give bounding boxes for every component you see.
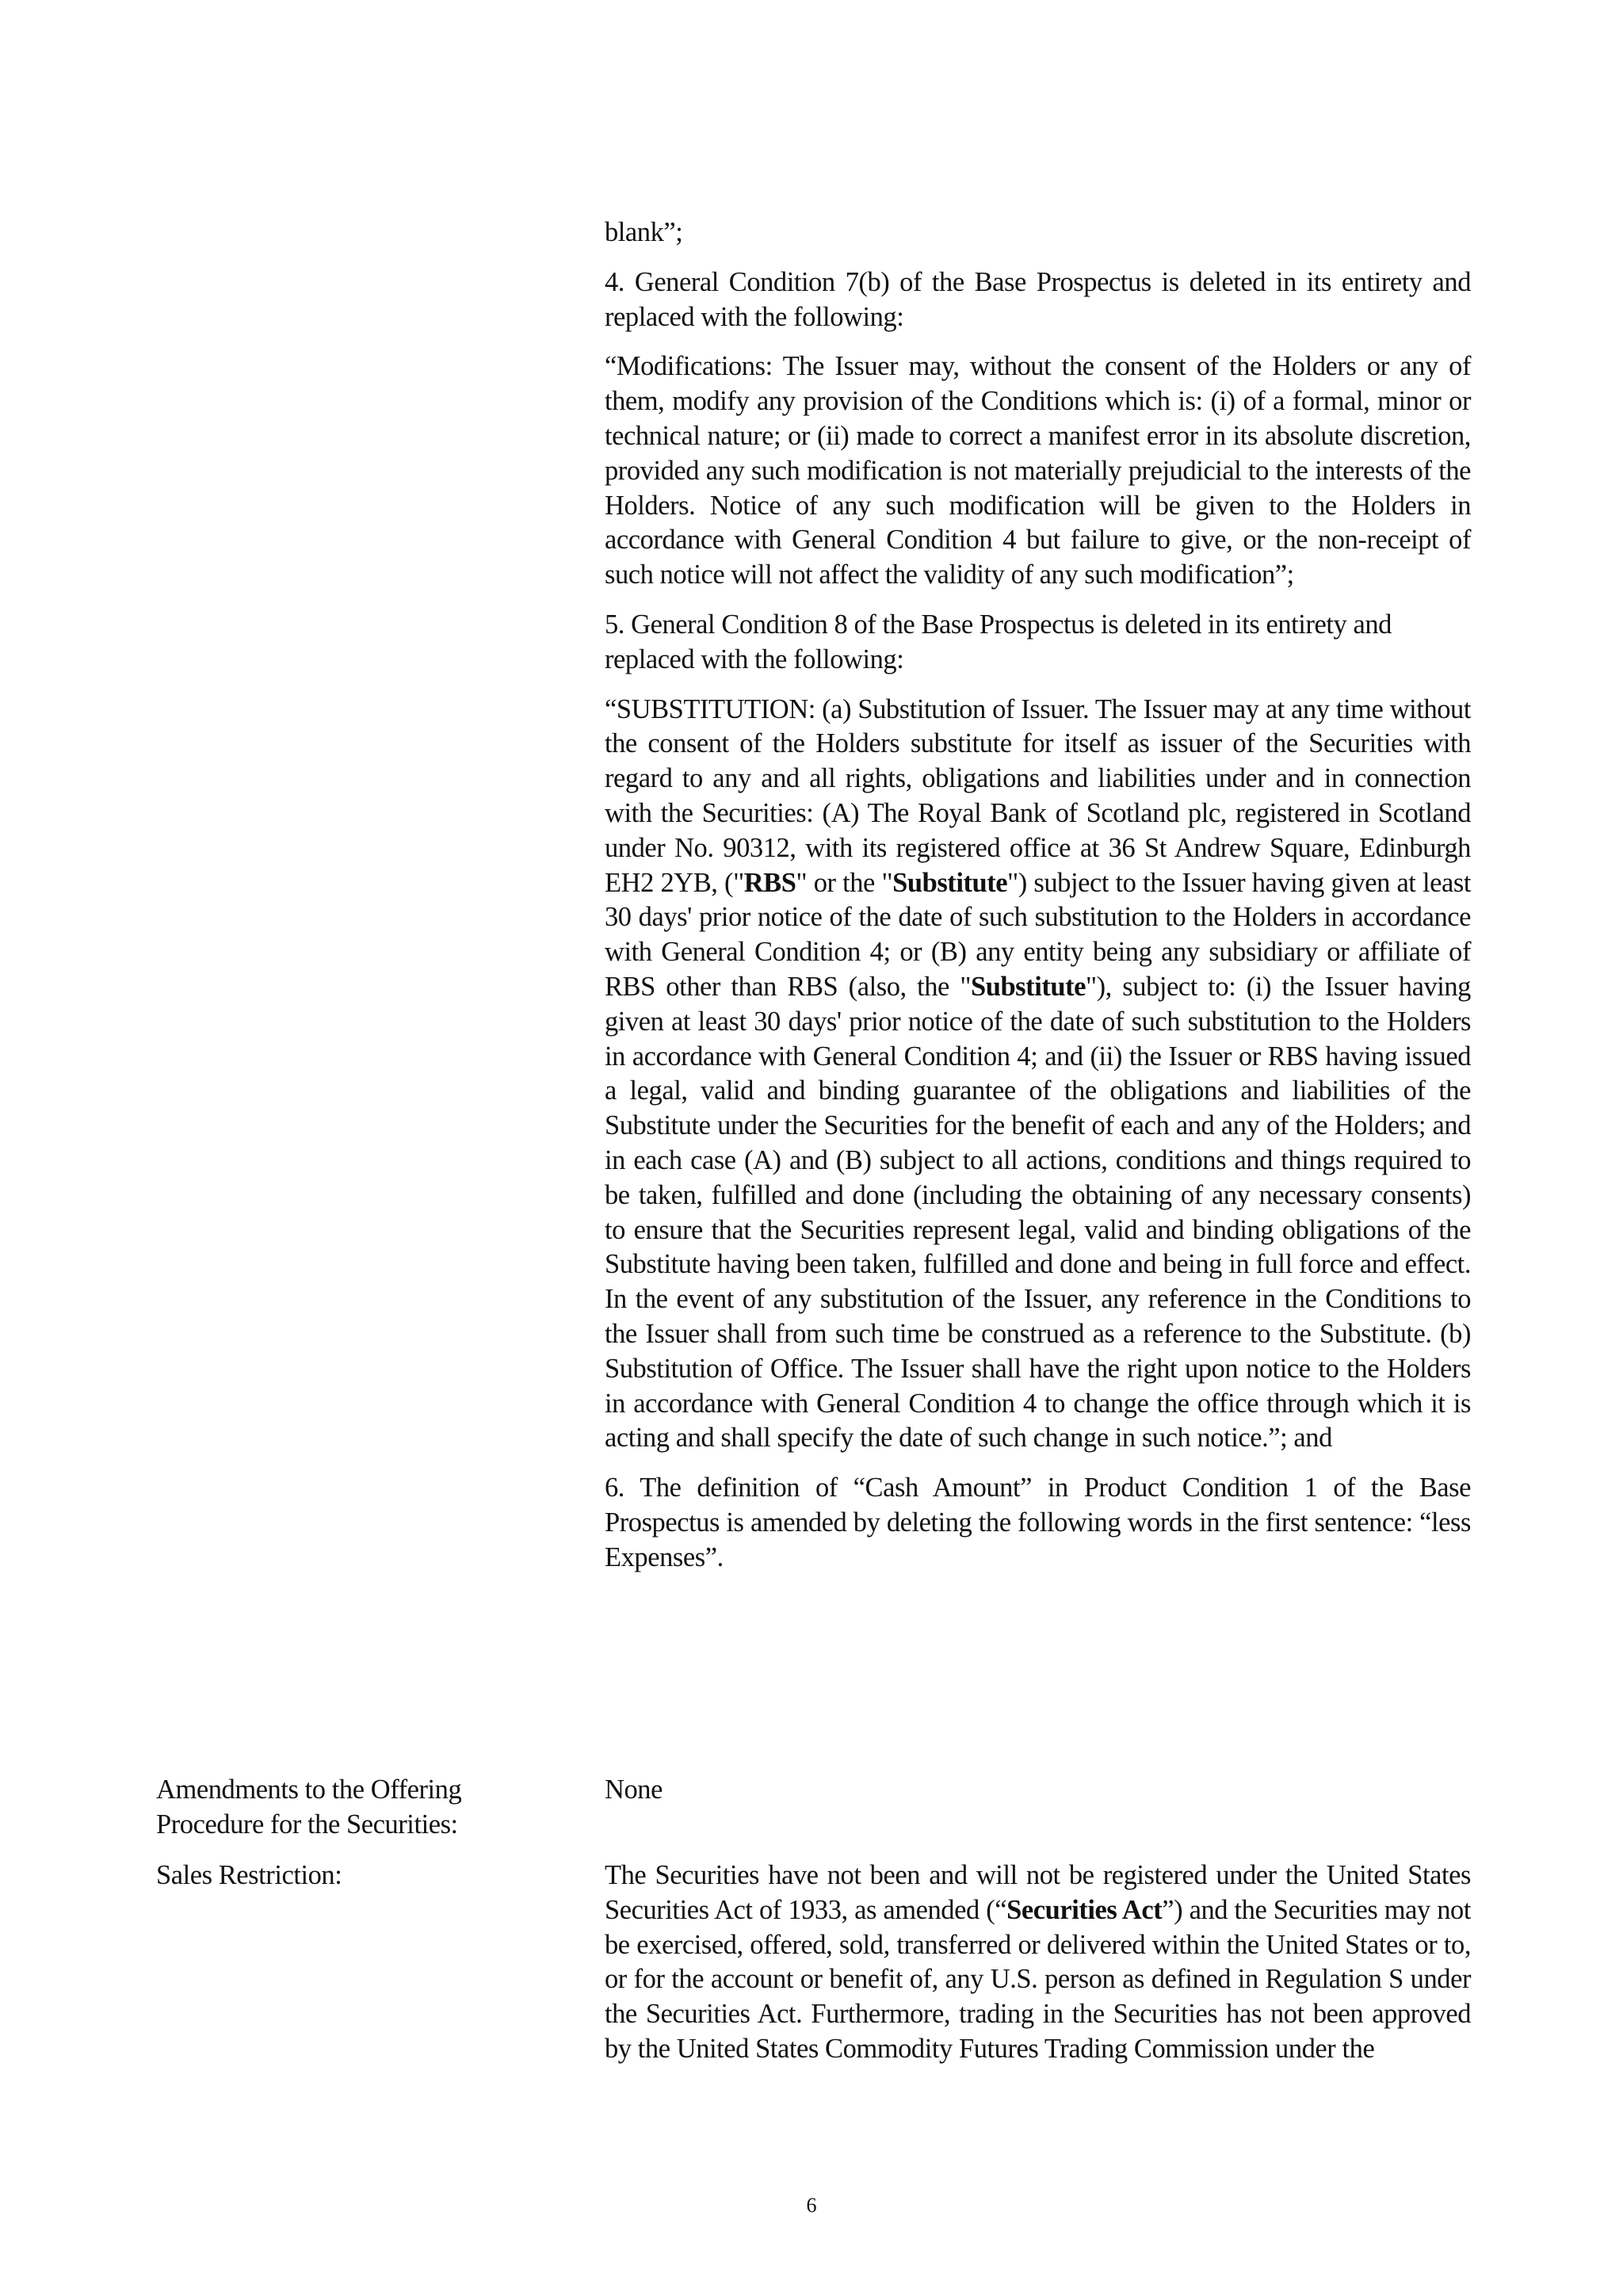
substitution-text-3: ") subject to the Issuer having given at least 30 days' prior notice of the date of such substitution to the Holders in accordance with General Condition 4; or (B) any entity being any subsidiary or affiliate of RBS other than RBS (also, the " <box>605 867 1471 1002</box>
sales-label-cell <box>156 1859 568 1893</box>
substitution-text-4: "), subject to: (i) the Issuer having given at least 30 days' prior notice of the date of such substitution to the Holders in accordance with General Condition 4; and (ii) the Issuer or RBS having issued a legal, valid and binding guarantee of the obligations and liabilities of the Substitute under the Securities for the benefit of each and any of the Holders; and in each case (A) and (B) subject to all actions, conditions and things required to be taken, fulfilled and done (including the obtaining of any necessary consents) to ensure that the Securities represent legal, valid and binding obligations of the Substitute having been taken, fulfilled and done and being in full force and effect. In the event of any substitution of the Issuer, any reference in the Conditions to the Issuer shall from such time be construed as a reference to the Substitute. (b) Substitution of Office. The Issuer shall have the right upon notice to the Holders in accordance with General Condition 4 to change the office through which it is acting and shall specify the date of such change in such notice.”; and <box>605 971 1471 1454</box>
securities-act-defined-term: Securities Act <box>1006 1894 1163 1925</box>
sales-value-cell <box>605 1859 1471 2067</box>
sales-text-1: The Securities have not been and will not be registered under the United States Securities Act of 1933, as amended (“ <box>605 1860 1471 1925</box>
rbs-defined-term: RBS <box>743 867 796 898</box>
amendments-offering-label: Amendments to the Offering Procedure for the Securities: <box>156 1775 462 1839</box>
paragraph-condition-7b: 4. General Condition 7(b) of the Base Prospectus is deleted in its entirety and replaced with the following: <box>605 266 1471 332</box>
paragraph-modifications-quote: “Modifications: The Issuer may, without the consent of the Holders or any of them, modify any provision of the Conditions which is: (i) of a formal, minor or technical nature; or (ii) made to correct a manifest error in its absolute discretion, provided any such modification is not materially prejudicial to the interests of the Holders. Notice of any such modification will be given to the Holders in accordance with General Condition 4 but failure to give, or the non-receipt of such notice will not affect the validity of any such modification”; <box>605 351 1471 590</box>
page-number: 6 <box>806 2194 817 2217</box>
sales-restriction-text <box>605 1859 1471 2067</box>
substitute-defined-term: Substitute <box>892 867 1008 898</box>
amendments-block <box>605 216 1471 1575</box>
sales-restriction-label: Sales Restriction: <box>156 1860 342 1890</box>
paragraph-cash-amount: 6. The definition of “Cash Amount” in Product Condition 1 of the Base Prospectus is amended by deleting the following words in the first sentence: “less Expenses”. <box>605 1473 1471 1572</box>
amendments-label-cell <box>156 1773 568 1843</box>
paragraph-substitution-quote <box>605 693 1471 1457</box>
paragraph-blank-continuation: blank”; <box>605 217 683 247</box>
amendments-offering-value: None <box>605 1775 663 1805</box>
substitute-defined-term-2: Substitute <box>970 971 1086 1002</box>
paragraph-condition-8: 5. General Condition 8 of the Base Prospectus is deleted in its entirety and replaced with the following: <box>605 609 1392 674</box>
sales-text-2: ”) and the Securities may not be exercised, offered, sold, transferred or delivered within the United States or to, or for the account or benefit of, any U.S. person as defined in Regulation S under the Securities Act. Furthermore, trading in the Securities has not been approved by the United States Commodity Futures Trading Commission under the <box>605 1894 1471 2064</box>
amendments-value-cell <box>605 1773 1471 1808</box>
substitution-text-2: " or the " <box>796 867 893 898</box>
substitution-text-1: “SUBSTITUTION: (a) Substitution of Issuer. The Issuer may at any time without the consent of the Holders substitute for itself as issuer of the Securities with regard to any and all rights, obligations and liabilities under and in connection with the Securities: (A) The Royal Bank of Scotland plc, registered in Scotland under No. 90312, with its registered office at 36 St Andrew Square, Edinburgh EH2 2YB, (" <box>605 693 1471 898</box>
